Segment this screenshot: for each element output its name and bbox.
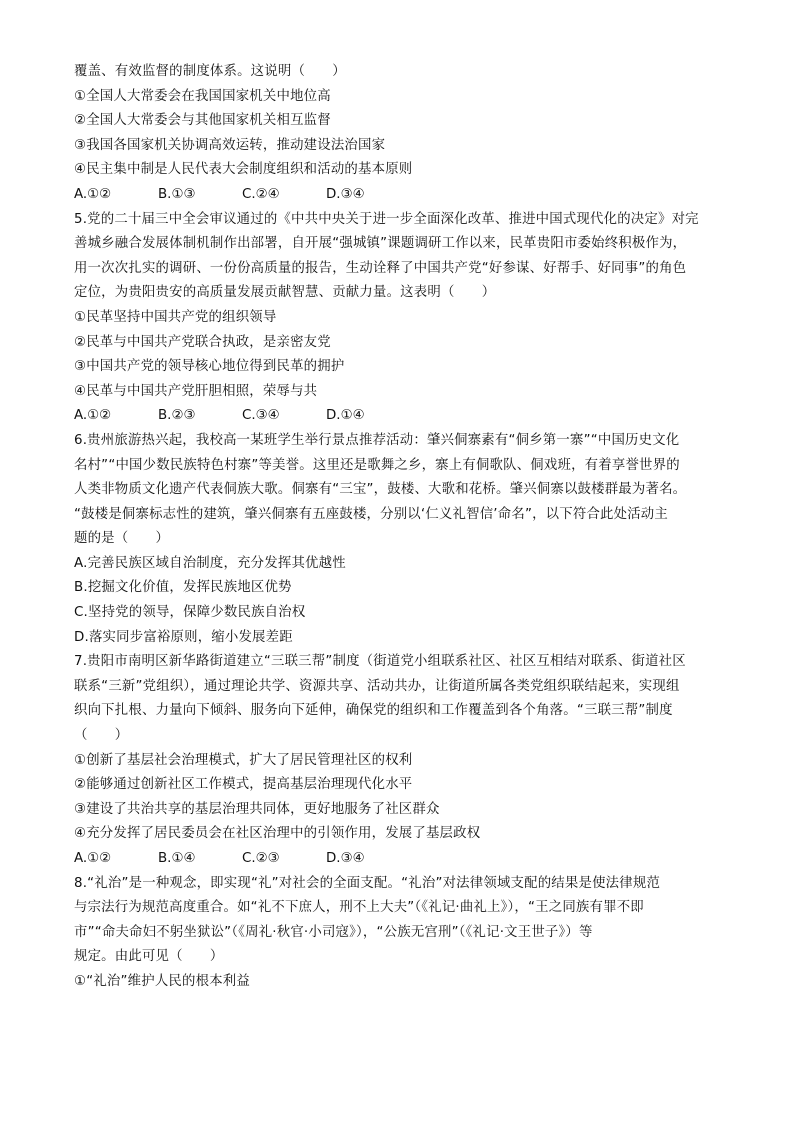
- question-6-option-a: A.完善民族区域自治制度，充分发挥其优越性: [74, 555, 346, 571]
- question-8-stem-line-3: 市”“命夫命妇不躬坐狱讼”（《周礼·秋官·小司寇》），“公族无宫刑”（《礼记·文王世子》）等: [74, 924, 593, 940]
- question-4-option-c: C.②④: [242, 186, 280, 202]
- exam-page: [74, 60, 724, 995]
- question-7-statement-3: ③建设了共治共享的基层治理共同体，更好地服务了社区群众: [74, 801, 440, 817]
- question-4-option-b: B.①③: [158, 186, 196, 202]
- question-7-statement-1: ①创新了基层社会治理模式，扩大了居民管理社区的权利: [74, 752, 413, 768]
- question-4-statement-3: ③我国各国家机关协调高效运转，推动建设法治国家: [74, 137, 386, 153]
- question-8-statement-1: ①“礼治”维护人民的根本利益: [74, 973, 250, 989]
- question-7-statement-2: ②能够通过创新社区工作模式，提高基层治理现代化水平: [74, 777, 413, 793]
- question-4-statement-1: ①全国人大常委会在我国国家机关中地位高: [74, 88, 331, 104]
- question-6-stem-line-2: 名村”“中国少数民族特色村寨”等美誉。这里还是歌舞之乡，寨上有侗歌队、侗戏班，有着享誉世界的: [74, 457, 680, 473]
- question-7-option-d: D.③④: [326, 851, 365, 866]
- question-5-stem-line-1: 5.党的二十届三中全会审议通过的《中共中央关于进一步全面深化改革、推进中国式现代化的决定》对完: [74, 211, 699, 227]
- question-5-option-a: A.①②: [74, 408, 112, 424]
- question-7-option-a: A.①②: [74, 851, 112, 866]
- question-8-stem-line-1: 8.“礼治”是一种观念，即实现“礼”对社会的全面支配。“礼治”对法律领域支配的结果是使法律规范: [74, 875, 661, 891]
- question-6-stem-line-3: 人类非物质文化遗产代表侗族大歌。侗寨有“三宝”，鼓楼、大歌和花桥。肇兴侗寨以鼓楼群最为著名。: [74, 482, 687, 498]
- question-7-options: [74, 847, 724, 872]
- question-6-option-b: B.挖掘文化价值，发挥民族地区优势: [74, 580, 292, 596]
- question-7-stem-line-4: （ ）: [74, 728, 129, 744]
- question-8-stem-line-4: 规定。由此可见（ ）: [74, 949, 224, 965]
- question-4-options: [74, 183, 724, 208]
- question-4-statement-4: ④民主集中制是人民代表大会制度组织和活动的基本原则: [74, 162, 413, 178]
- question-6-stem-line-4: “鼓楼是侗寨标志性的建筑，肇兴侗寨有五座鼓楼，分别以‘仁义礼智信’命名”，以下符合此处活动主: [74, 506, 668, 522]
- question-5-stem-line-3: 用一次次扎实的调研、一份份高质量的报告，生动诠释了中国共产党“好参谋、好帮手、好同事”的角色: [74, 260, 687, 276]
- question-7-option-b: B.①④: [158, 851, 196, 866]
- question-7-option-c: C.②③: [242, 851, 280, 866]
- question-5-options: [74, 404, 724, 429]
- question-4-stem-tail: 覆盖、有效监督的制度体系。这说明（ ）: [74, 64, 346, 79]
- question-5-stem-line-4: 定位，为贵阳贵安的高质量发展贡献智慧、贡献力量。这表明（ ）: [74, 285, 496, 301]
- question-5-statement-2: ②民革与中国共产党联合执政，是亲密友党: [74, 334, 331, 350]
- question-7-stem-line-2: 联系“三新”党组织），通过理论共学、资源共享、活动共办，让街道所属各类党组织联结起来，实现组: [74, 678, 680, 694]
- question-5-stem-line-2: 善城乡融合发展体制机制作出部署，自开展“强城镇”课题调研工作以来，民革贵阳市委始终积极作为，: [74, 236, 687, 252]
- question-5-statement-1: ①民革坚持中国共产党的组织领导: [74, 309, 277, 325]
- question-4-option-d: D.③④: [326, 186, 365, 202]
- question-5-statement-4: ④民革与中国共产党肝胆相照，荣辱与共: [74, 383, 318, 399]
- question-6-stem-line-5: 题的是（ ）: [74, 531, 170, 547]
- question-6-stem-line-1: 6.贵州旅游热兴起，我校高一某班学生举行景点推荐活动：肇兴侗寨素有“侗乡第一寨”“中国历史文化: [74, 432, 680, 448]
- question-7-stem-line-3: 织向下扎根、力量向下倾斜、服务向下延伸，确保党的组织和工作覆盖到各个角落。“三联三帮”制度: [74, 703, 673, 719]
- question-5-option-c: C.③④: [242, 408, 280, 424]
- question-5-statement-3: ③中国共产党的领导核心地位得到民革的拥护: [74, 359, 345, 375]
- question-6-option-c: C.坚持党的领导，保障少数民族自治权: [74, 605, 306, 621]
- question-7-stem-line-1: 7.贵阳市南明区新华路街道建立“三联三帮”制度（街道党小组联系社区、社区互相结对联系、街道社区: [74, 654, 686, 670]
- question-6-option-d: D.落实同步富裕原则，缩小发展差距: [74, 629, 293, 645]
- question-5-option-d: D.①④: [326, 408, 365, 424]
- question-7-statement-4: ④充分发挥了居民委员会在社区治理中的引领作用，发展了基层政权: [74, 826, 481, 842]
- question-8-stem-line-2: 与宗法行为规范高度重合。如“礼不下庶人，刑不上大夫”（《礼记·曲礼上》），“王之同族有罪不即: [74, 900, 644, 916]
- question-4-option-a: A.①②: [74, 186, 112, 202]
- question-5-option-b: B.②③: [158, 408, 196, 424]
- question-4-statement-2: ②全国人大常委会与其他国家机关相互监督: [74, 113, 331, 129]
